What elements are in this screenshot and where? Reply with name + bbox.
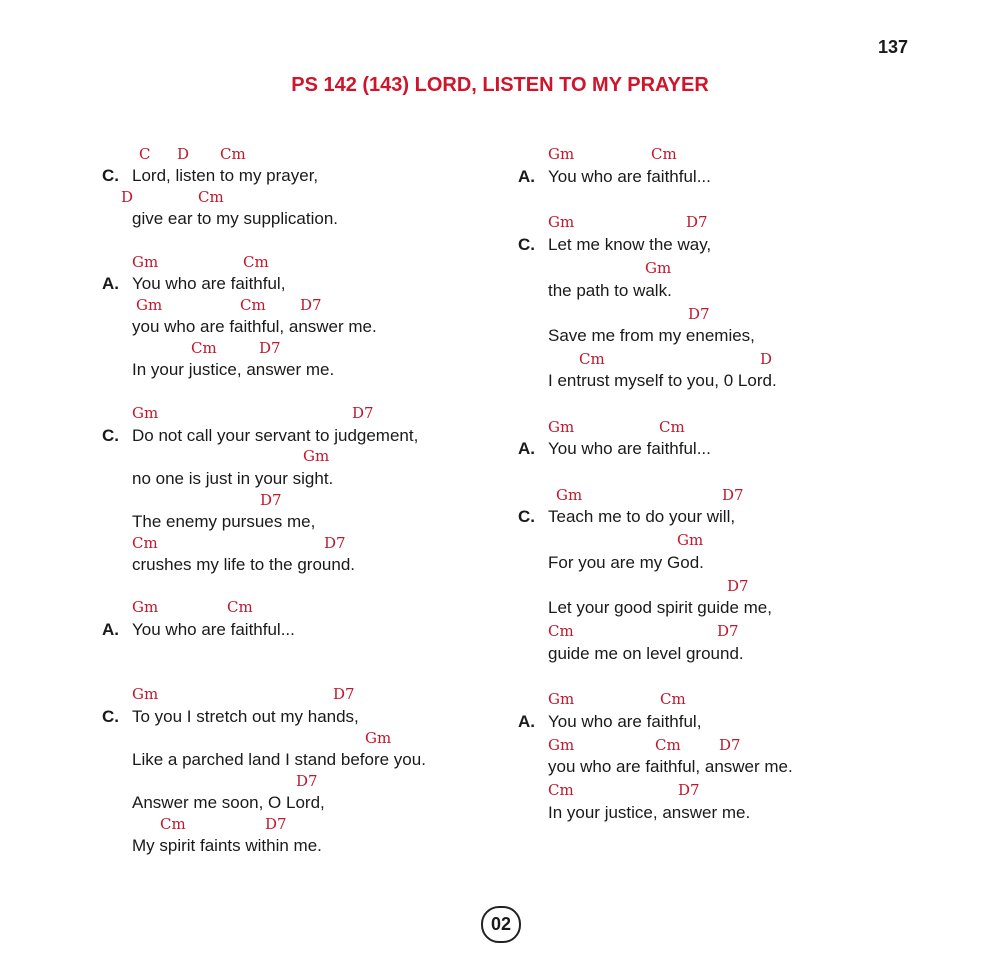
chord: D7 — [260, 491, 282, 509]
chord: Gm — [132, 685, 159, 703]
chord: Gm — [303, 447, 330, 465]
chord: C — [139, 145, 151, 163]
verse-label: C. — [102, 166, 119, 185]
chord: Cm — [198, 188, 224, 206]
footer-page-badge: 02 — [481, 906, 521, 943]
chord: Cm — [548, 622, 574, 640]
chord: Cm — [132, 534, 158, 552]
lyric-line: Lord, listen to my prayer, — [132, 166, 319, 185]
lyric-line: guide me on level ground. — [548, 644, 744, 663]
chord: Cm — [655, 736, 681, 754]
chord: D7 — [722, 486, 744, 504]
lyric-line: In your justice, answer me. — [548, 803, 751, 822]
lyric-line: Save me from my enemies, — [548, 326, 755, 345]
chord: Cm — [240, 296, 266, 314]
lyric-line: Teach me to do your will, — [548, 507, 736, 526]
chord: Gm — [677, 531, 704, 549]
lyric-line: You who are faithful, — [132, 274, 286, 293]
chord: Cm — [243, 253, 269, 271]
lyric-line: the path to walk. — [548, 281, 672, 300]
chord: D — [121, 188, 134, 206]
lyric-line: you who are faithful, answer me. — [132, 317, 377, 336]
chord: Gm — [132, 404, 159, 422]
verse-label: C. — [518, 235, 535, 254]
chord: Cm — [160, 815, 186, 833]
chord: D7 — [678, 781, 700, 799]
chord: Gm — [132, 253, 159, 271]
chord: D7 — [296, 772, 318, 790]
verse-label: C. — [518, 507, 535, 526]
chord: Cm — [660, 690, 686, 708]
lyric-line: give ear to my supplication. — [132, 209, 338, 228]
verse-label: C. — [102, 426, 119, 445]
chord: D7 — [717, 622, 739, 640]
page-title: PS 142 (143) LORD, LISTEN TO MY PRAYER — [291, 74, 709, 96]
lyric-line: Answer me soon, O Lord, — [132, 793, 325, 812]
verse-label: A. — [518, 712, 535, 731]
chord: Gm — [548, 736, 575, 754]
page-number: 137 — [878, 37, 909, 57]
lyric-line: Let me know the way, — [548, 235, 712, 254]
chord: Gm — [136, 296, 163, 314]
chord: Cm — [191, 339, 217, 357]
chord: D7 — [688, 305, 710, 323]
chord: D — [760, 350, 773, 368]
chord: Gm — [548, 418, 575, 436]
chord: Gm — [548, 213, 575, 231]
chord: Gm — [645, 259, 672, 277]
lyric-line: I entrust myself to you, 0 Lord. — [548, 371, 777, 390]
chord: D7 — [352, 404, 374, 422]
chord: D7 — [259, 339, 281, 357]
chord: Gm — [548, 690, 575, 708]
verse-label: A. — [102, 274, 119, 293]
lyric-line: you who are faithful, answer me. — [548, 757, 793, 776]
lyric-line: Do not call your servant to judgement, — [132, 426, 419, 445]
chord: D7 — [333, 685, 355, 703]
chord: D7 — [719, 736, 741, 754]
chord: Gm — [548, 145, 575, 163]
chord: Cm — [651, 145, 677, 163]
chord: D7 — [300, 296, 322, 314]
chord: D7 — [686, 213, 708, 231]
lyric-line: You who are faithful... — [548, 167, 711, 186]
chord: D — [177, 145, 190, 163]
lyric-line: You who are faithful... — [132, 620, 295, 639]
lyric-line: The enemy pursues me, — [132, 512, 316, 531]
chord: Cm — [579, 350, 605, 368]
chord: Cm — [220, 145, 246, 163]
verse-label: C. — [102, 707, 119, 726]
lyric-line: In your justice, answer me. — [132, 360, 335, 379]
chord: Cm — [659, 418, 685, 436]
lyric-line: You who are faithful... — [548, 439, 711, 458]
chord: D7 — [727, 577, 749, 595]
verse-label: A. — [518, 167, 535, 186]
verse-label: A. — [102, 620, 119, 639]
chord: Cm — [227, 598, 253, 616]
lyric-line: no one is just in your sight. — [132, 469, 334, 488]
lyric-line: Like a parched land I stand before you. — [132, 750, 426, 769]
lyric-line: For you are my God. — [548, 553, 704, 572]
lyric-line: You who are faithful, — [548, 712, 702, 731]
lyric-line: crushes my life to the ground. — [132, 555, 356, 574]
chord: Gm — [132, 598, 159, 616]
chord: Gm — [556, 486, 583, 504]
lyric-line: Let your good spirit guide me, — [548, 598, 772, 617]
lyric-line: To you I stretch out my hands, — [132, 707, 359, 726]
chord: D7 — [324, 534, 346, 552]
lyric-line: My spirit faints within me. — [132, 836, 322, 855]
chord: D7 — [265, 815, 287, 833]
chord: Cm — [548, 781, 574, 799]
chord: Gm — [365, 729, 392, 747]
verse-label: A. — [518, 439, 535, 458]
